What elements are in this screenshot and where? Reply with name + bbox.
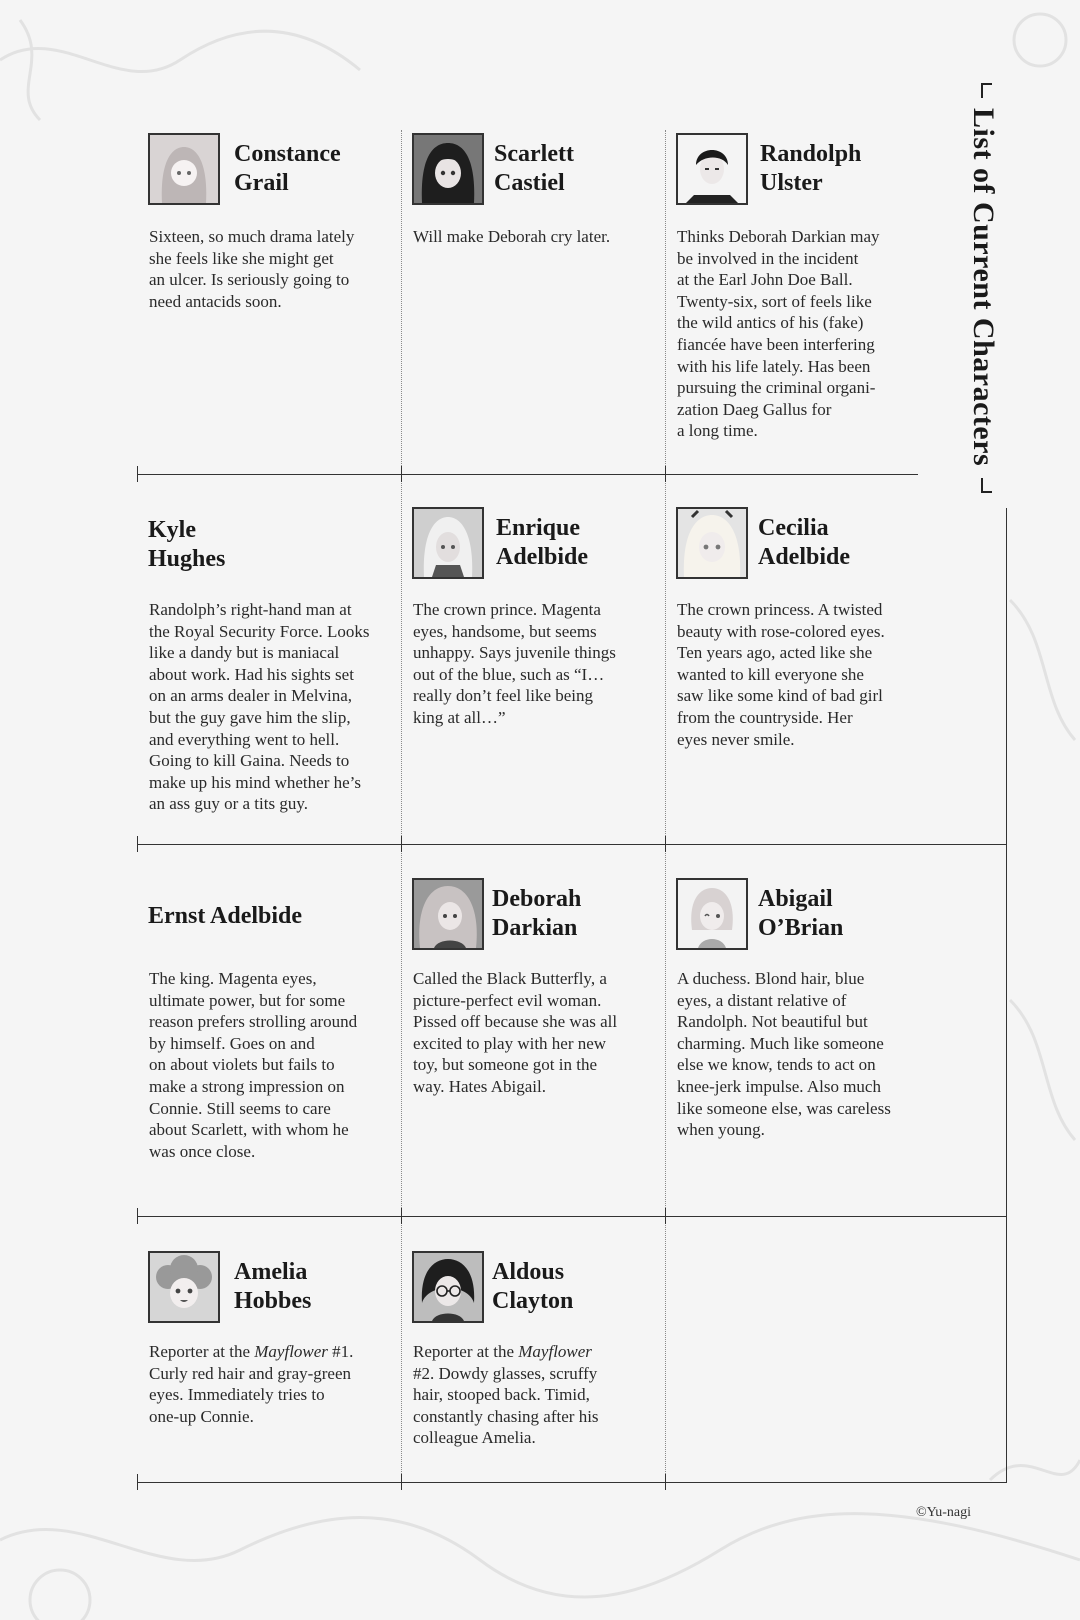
man-glasses-portrait: [412, 1251, 484, 1323]
character-description: The king. Magenta eyes, ultimate power, but for some reason prefers strolling around by himself. Goes on and on about violets but fails to make a strong impression on Connie. Still seems to care about Scarlett, with whom he was once close.: [149, 969, 358, 1161]
character-name: Scarlett Castiel: [494, 141, 574, 196]
character-name: Aldous Clayton: [492, 1259, 574, 1314]
page-title: [962, 82, 1002, 492]
woman-wavy-hair-portrait: [412, 878, 484, 950]
character-header: [676, 507, 850, 579]
character-name: Constance Grail: [234, 141, 341, 196]
character-header: [148, 516, 225, 574]
rule-tick: [401, 466, 402, 482]
rule-tick: [665, 836, 666, 852]
page-title-text: List of Current Characters: [967, 108, 1000, 467]
description-text: Reporter at the: [413, 1342, 519, 1361]
publication-name: Mayflower: [518, 1342, 592, 1361]
right-frame-line: [1006, 508, 1007, 1482]
character-description: The crown princess. A twisted beauty with rose-colored eyes. Ten years ago, acted like she wanted to kill everyone she saw like some kind of bad girl from the countryside. Her eyes never smile.: [677, 600, 885, 749]
character-header: [148, 1251, 311, 1323]
description-text: Reporter at the: [149, 1342, 255, 1361]
character-name: Enrique Adelbide: [496, 515, 589, 570]
character-description: A duchess. Blond hair, blue eyes, a distant relative of Randolph. Not beautiful but charming. Much like someone else we know, tends to act on knee-jerk impulse. Also much like someone else, was careless when young.: [677, 969, 891, 1140]
prince-light-hair-portrait: [412, 507, 484, 579]
character-name: Kyle Hughes: [148, 517, 226, 572]
character-description: Will make Deborah cry later.: [413, 227, 611, 246]
princess-light-hair-portrait: [676, 507, 748, 579]
character-header: [148, 133, 341, 205]
rule-tick: [665, 466, 666, 482]
character-description: Called the Black Butterfly, a picture-perfect evil woman. Pissed off because she was all excited to play with her new toy, but someone got in the way. Hates Abigail.: [413, 969, 618, 1096]
row-divider: [137, 1482, 1007, 1483]
description-text: #2. Dowdy glasses, scruffy hair, stooped back. Timid, constantly chasing after his colleague Amelia.: [413, 1363, 599, 1448]
character-name: Randolph Ulster: [760, 141, 862, 196]
character-description: Randolph’s right-hand man at the Royal Security Force. Looks like a dandy but is maniacal about work. Had his sights set on an arms dealer in Melvina, but the guy gave him the slip, and everything went to hell. Going to kill Gaina. Needs to make up his mind whether he’s an ass guy or a tits guy.: [149, 600, 370, 814]
rule-tick: [665, 1208, 666, 1224]
man-dark-hair-portrait: [676, 133, 748, 205]
character-header: [412, 133, 574, 205]
rule-tick: [137, 1474, 138, 1490]
character-header: [148, 902, 302, 931]
character-name: Ernst Adelbide: [148, 903, 303, 929]
publication-name: Mayflower: [254, 1342, 328, 1361]
rule-tick: [137, 836, 138, 852]
row-divider: [137, 474, 918, 475]
character-description: The crown prince. Magenta eyes, handsome, but seems unhappy. Says juvenile things out of the blue, such as “I… really don’t feel like being king at all…”: [413, 600, 616, 727]
character-description: [149, 1341, 389, 1427]
character-header: [412, 507, 588, 579]
woman-short-hair-portrait: [676, 878, 748, 950]
character-header: [676, 878, 843, 950]
rule-tick: [401, 1474, 402, 1490]
row-divider: [137, 1216, 1007, 1217]
rule-tick: [665, 1474, 666, 1490]
girl-curly-hair-portrait: [148, 1251, 220, 1323]
character-header: [412, 878, 581, 950]
description-text: #1. Curly red hair and gray-green eyes. Immediately tries to one-up Connie.: [149, 1342, 354, 1426]
character-description: Sixteen, so much drama lately she feels like she might get an ulcer. Is seriously going to need antacids soon.: [149, 227, 355, 311]
character-description: [413, 1341, 653, 1449]
girl-light-hair-portrait: [148, 133, 220, 205]
character-name: Deborah Darkian: [492, 886, 582, 941]
character-header: [676, 133, 861, 205]
column-divider: [401, 130, 402, 1482]
rule-tick: [137, 1208, 138, 1224]
row-divider: [137, 844, 1007, 845]
character-name: Cecilia Adelbide: [758, 515, 851, 570]
copyright-notice: ©Yu-nagi: [916, 1505, 971, 1520]
rule-tick: [401, 836, 402, 852]
girl-dark-hair-portrait: [412, 133, 484, 205]
rule-tick: [401, 1208, 402, 1224]
character-description: Thinks Deborah Darkian may be involved in the incident at the Earl John Doe Ball. Twenty-six, sort of feels like the wild antics of his (fake) fiancée have been interfering with his life lately. Has been pursuing the criminal organi- zation Daeg Gallus for a long time.: [677, 227, 880, 441]
column-divider: [665, 130, 666, 1482]
character-name: Amelia Hobbes: [234, 1259, 312, 1314]
character-header: [412, 1251, 573, 1323]
rule-tick: [137, 466, 138, 482]
character-name: Abigail O’Brian: [758, 886, 844, 941]
